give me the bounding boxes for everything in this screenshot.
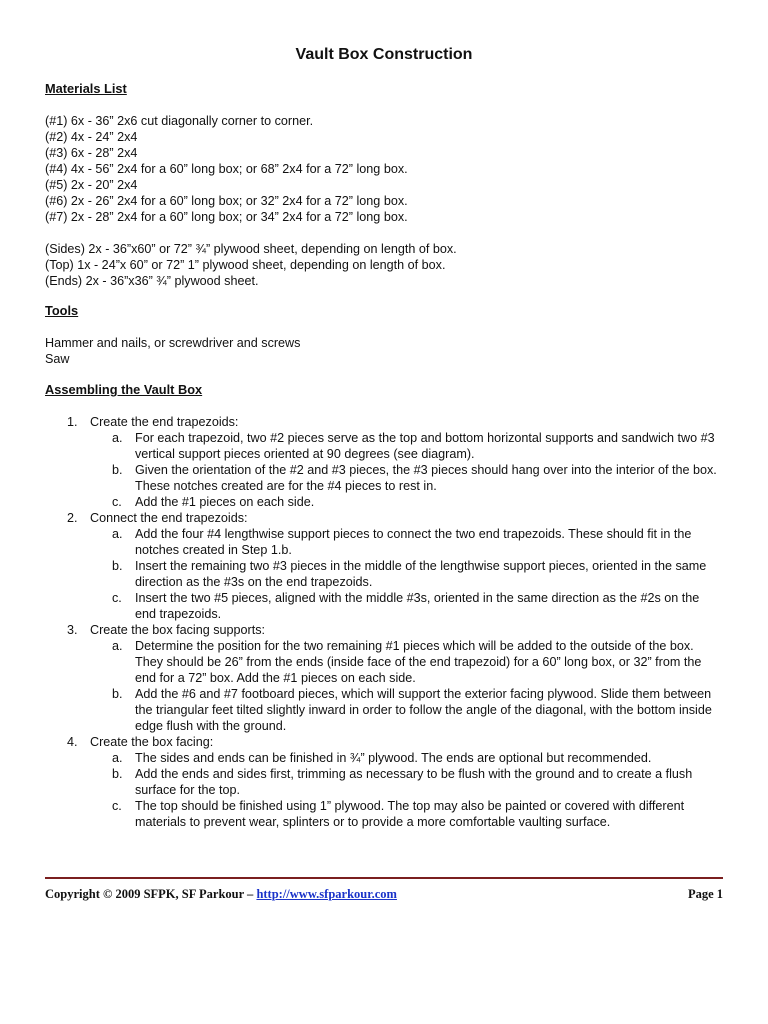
materials-item: (#2) 4x - 24” 2x4 xyxy=(45,130,138,144)
substep xyxy=(45,798,725,830)
assembly-step xyxy=(45,510,725,622)
materials-section xyxy=(45,81,725,289)
tools-heading: Tools xyxy=(45,303,79,318)
substep xyxy=(45,462,725,494)
assembly-steps xyxy=(45,414,725,830)
substep-letter: c. xyxy=(112,495,122,509)
substep-text: Add the four #4 lengthwise support pieces to connect the two end trapezoids. These should fit in the notches created in Step 1.b. xyxy=(135,527,692,557)
materials-item: (#6) 2x - 26” 2x4 for a 60” long box; or 32” 2x4 for a 72” long box. xyxy=(45,194,408,208)
footer-copyright: Copyright © 2009 SFPK, SF Parkour – xyxy=(45,887,257,901)
footer-copyright-line xyxy=(45,886,397,902)
substep-letter: a. xyxy=(112,527,123,541)
substep xyxy=(45,526,725,558)
plywood-item: (Top) 1x - 24”x 60” or 72” 1” plywood sheet, depending on length of box. xyxy=(45,258,446,272)
step-number: 3. xyxy=(67,623,78,637)
plywood-item: (Sides) 2x - 36”x60” or 72” ¾” plywood sheet, depending on length of box. xyxy=(45,242,457,256)
substep-text: Given the orientation of the #2 and #3 pieces, the #3 pieces should hang over into the interior of the box. These notches created are for the #4 pieces to rest in. xyxy=(135,463,717,493)
materials-item: (#5) 2x - 20” 2x4 xyxy=(45,178,138,192)
substep-letter: a. xyxy=(112,751,123,765)
substep-letter: b. xyxy=(112,687,123,701)
assembly-step xyxy=(45,734,725,830)
step-text: Create the box facing supports: xyxy=(90,623,266,637)
tools-item: Saw xyxy=(45,352,70,366)
substep-letter: b. xyxy=(112,767,123,781)
materials-item: (#7) 2x - 28” 2x4 for a 60” long box; or 34” 2x4 for a 72” long box. xyxy=(45,210,408,224)
substep-text: The sides and ends can be finished in ¾” plywood. The ends are optional but recommended. xyxy=(135,751,652,765)
materials-item: (#4) 4x - 56” 2x4 for a 60” long box; or 68” 2x4 for a 72” long box. xyxy=(45,162,408,176)
substep-letter: c. xyxy=(112,591,122,605)
step-text: Create the box facing: xyxy=(90,735,214,749)
step-number: 4. xyxy=(67,735,78,749)
materials-list xyxy=(45,113,725,225)
substep-letter: a. xyxy=(112,639,123,653)
substep-letter: b. xyxy=(112,559,123,573)
tools-section xyxy=(45,303,725,367)
materials-item: (#3) 6x - 28” 2x4 xyxy=(45,146,138,160)
substep-text: Determine the position for the two remaining #1 pieces which will be added to the outside of the box. They should be 26” from the ends (inside face of the end trapezoid) for a 60” long box, or 32” from the end for a 72” box. Add the #1 pieces on each side. xyxy=(135,639,702,685)
substep-text: The top should be finished using 1” plywood. The top may also be painted or covered with different materials to prevent wear, splinters or to provide a more comfortable vaulting surface. xyxy=(135,799,685,829)
substep xyxy=(45,590,725,622)
substep xyxy=(45,750,725,766)
substep-text: Add the ends and sides first, trimming as necessary to be flush with the ground and to create a flush surface for the top. xyxy=(135,767,693,797)
substep-text: Add the #1 pieces on each side. xyxy=(135,495,315,509)
footer-website-link[interactable]: http://www.sfparkour.com xyxy=(256,887,397,901)
step-text: Connect the end trapezoids: xyxy=(90,511,248,525)
substep xyxy=(45,766,725,798)
substep-letter: c. xyxy=(112,799,122,813)
assembly-heading: Assembling the Vault Box xyxy=(45,382,203,397)
substep xyxy=(45,558,725,590)
materials-heading: Materials List xyxy=(45,81,127,96)
tools-item: Hammer and nails, or screwdriver and screws xyxy=(45,336,301,350)
substep xyxy=(45,638,725,686)
materials-item: (#1) 6x - 36” 2x6 cut diagonally corner to corner. xyxy=(45,114,314,128)
substep-text: Insert the two #5 pieces, aligned with the middle #3s, oriented in the same direction as the #2s on the end trapezoids. xyxy=(135,591,700,621)
assembly-step xyxy=(45,622,725,734)
plywood-item: (Ends) 2x - 36”x36” ¾” plywood sheet. xyxy=(45,274,259,288)
substep-text: For each trapezoid, two #2 pieces serve as the top and bottom horizontal supports and sandwich two #3 vertical support pieces oriented at 90 degrees (see diagram). xyxy=(135,431,715,461)
page-title: Vault Box Construction xyxy=(295,46,473,63)
step-text: Create the end trapezoids: xyxy=(90,415,239,429)
substep-text: Add the #6 and #7 footboard pieces, which will support the exterior facing plywood. Slide them between the triangular feet tilted slightly inward in order to follow the angle of the diagonal, with the bottom inside edge flush with the ground. xyxy=(135,687,712,733)
footer-divider xyxy=(45,877,723,879)
substep xyxy=(45,430,725,462)
substep-letter: b. xyxy=(112,463,123,477)
substep xyxy=(45,686,725,734)
step-number: 2. xyxy=(67,511,78,525)
substep xyxy=(45,494,725,510)
assembly-section xyxy=(45,382,725,830)
substep-letter: a. xyxy=(112,431,123,445)
footer-page-number: Page 1 xyxy=(687,887,723,901)
substep-text: Insert the remaining two #3 pieces in the middle of the lengthwise support pieces, oriented in the same direction as the #3s on the end trapezoids. xyxy=(135,559,707,589)
plywood-list xyxy=(45,241,725,289)
step-number: 1. xyxy=(67,415,78,429)
assembly-step xyxy=(45,414,725,510)
